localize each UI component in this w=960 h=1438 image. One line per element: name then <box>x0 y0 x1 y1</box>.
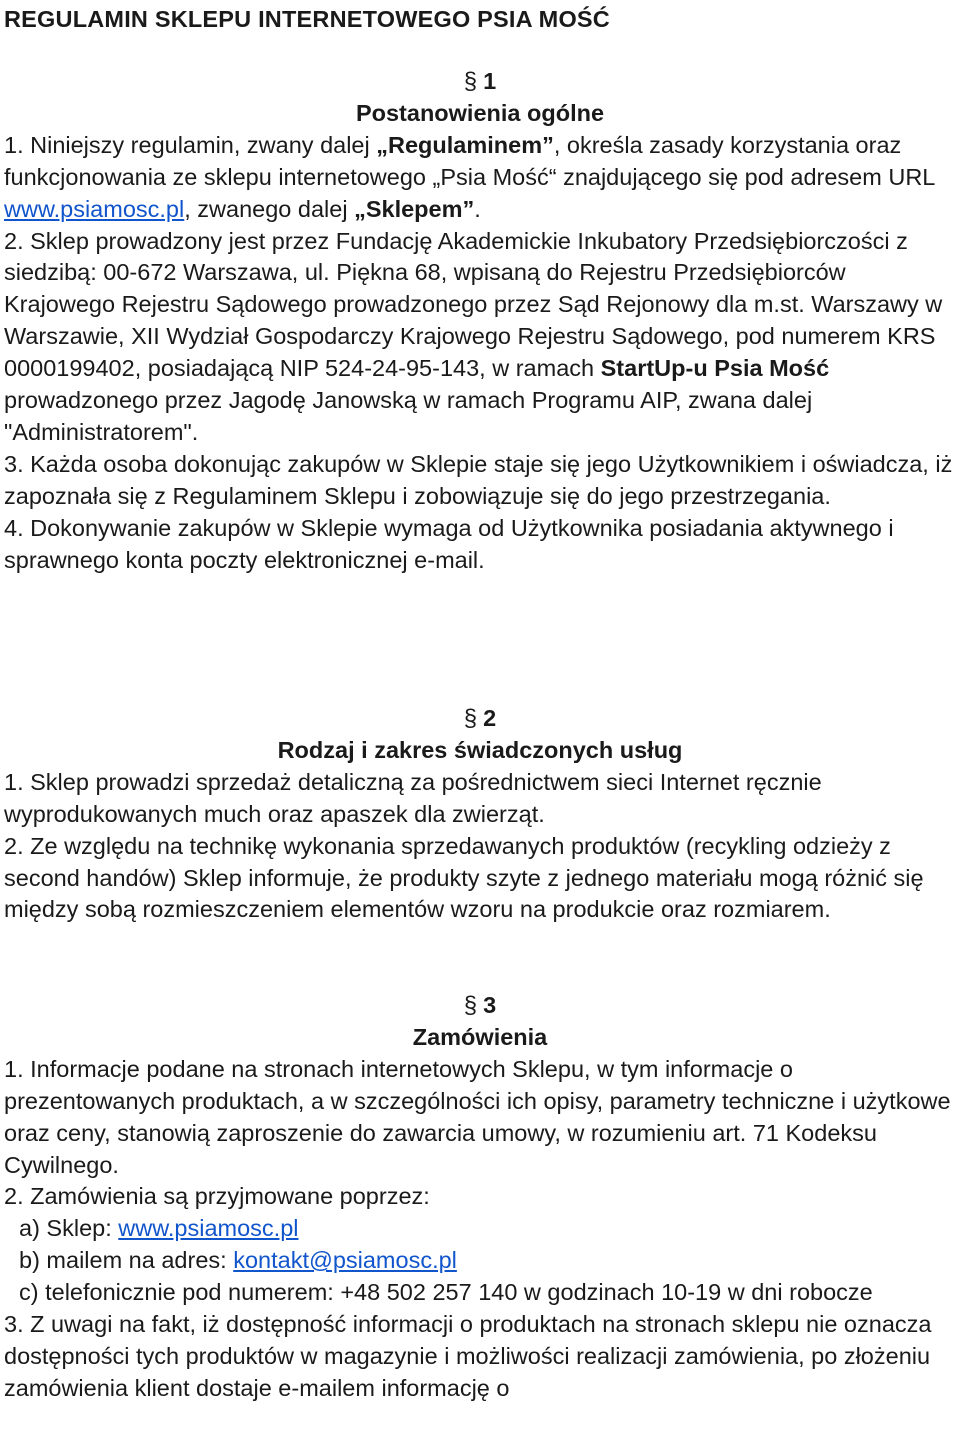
paragraph-1: 1. Informacje podane na stronach internetowych Sklepu, w tym informacje o prezentowanych produktach, a w szczególności ich opisy, parametry techniczne i użytkowe oraz ceny, stanowią zaproszenie do zawarcia umowy, w rozumieniu art. 71 Kodeksu Cywilnego. <box>4 1055 951 1178</box>
text: b) mailem na adres: <box>19 1247 234 1274</box>
section-3 <box>4 990 956 1405</box>
email-link[interactable]: kontakt@psiamosc.pl <box>233 1247 457 1274</box>
section-number <box>4 703 956 735</box>
paragraph-1: 1. Sklep prowadzi sprzedaż detaliczną za pośrednictwem sieci Internet ręcznie wyprodukowanych much oraz apaszek dla zwierząt. <box>4 768 822 827</box>
section-heading: Postanowienia ogólne <box>355 99 605 126</box>
text: a) Sklep: <box>19 1215 119 1242</box>
paragraph-2: 2. Zamówienia są przyjmowane poprzez: <box>4 1183 430 1210</box>
website-link[interactable]: www.psiamosc.pl <box>4 195 185 222</box>
paragraph-3: 3. Z uwagi na fakt, iż dostępność informacji o produktach na stronach sklepu nie oznacza dostępności tych produktów w magazynie i możliwości realizacji zamówienia, po złożeniu zamówienia klient dostaje e-mailem informację o <box>4 1311 932 1401</box>
document-title: REGULAMIN SKLEPU INTERNETOWEGO PSIA MOŚĆ <box>4 6 610 32</box>
section-number-value: 3 <box>483 992 497 1018</box>
website-link[interactable]: www.psiamosc.pl <box>118 1215 299 1242</box>
text: c) telefonicznie pod numerem: +48 502 257 140 w godzinach 10-19 w dni robocze <box>19 1279 873 1306</box>
paragraph-4: 4. Dokonywanie zakupów w Sklepie wymaga od Użytkownika posiadania aktywnego i sprawnego konta poczty elektronicznej e-mail. <box>4 514 894 573</box>
text: 2. Sklep prowadzony jest przez Fundację Akademickie Inkubatory Przedsiębiorczości z siedzibą: 00-672 Warszawa, ul. Piękna 68, wpisaną do Rejestru Przedsiębiorców Krajowego Rejestru Sądowego prowadzonego przez Sąd Rejonowy dla m.st. Warszawy w Warszawie, XII Wydział Gospodarczy Krajowego Rejestru Sądowego, pod numerem KRS 0000199402, posiadającą NIP 524-24-95-143, w ramach <box>4 227 943 382</box>
paragraph-2 <box>4 226 956 449</box>
section-sign: § <box>463 68 478 95</box>
text: . <box>474 195 481 222</box>
section-number-value: 2 <box>483 705 497 731</box>
defined-term: „Regulaminem” <box>376 131 554 158</box>
option-c <box>4 1277 956 1309</box>
section-2 <box>4 703 956 926</box>
section-number <box>4 66 956 98</box>
section-heading: Zamówienia <box>412 1023 548 1050</box>
defined-term: „Sklepem” <box>354 195 475 222</box>
section-sign: § <box>463 705 478 732</box>
paragraph-1 <box>4 130 956 226</box>
section-heading: Rodzaj i zakres świadczonych usług <box>277 736 683 763</box>
section-number <box>4 990 956 1022</box>
paragraph-2: 2. Ze względu na technikę wykonania sprzedawanych produktów (recykling odzieży z second handów) Sklep informuje, że produkty szyte z jednego materiału mogą różnić się między sobą rozmieszczeniem elementów wzoru na produkcie oraz rozmiarem. <box>4 832 924 923</box>
text: prowadzonego przez Jagodę Janowską w ramach Programu AIP, zwana dalej "Administratorem". <box>4 387 813 445</box>
paragraph-3: 3. Każda osoba dokonując zakupów w Sklepie staje się jego Użytkownikiem i oświadcza, iż zapoznała się z Regulaminem Sklepu i zobowiązuje się do jego przestrzegania. <box>4 450 953 509</box>
text: , określa zasady korzystania oraz funkcjonowania ze sklepu internetowego „Psia Mość“ znajdującego się pod adresem URL <box>4 131 935 190</box>
option-a <box>4 1213 956 1245</box>
text: 1. Niniejszy regulamin, zwany dalej <box>4 131 377 158</box>
text: , zwanego dalej <box>184 195 355 222</box>
section-1 <box>4 66 956 577</box>
startup-name: StartUp-u Psia Mość <box>600 355 830 382</box>
section-number-value: 1 <box>483 68 497 94</box>
option-b <box>4 1245 956 1277</box>
section-sign: § <box>463 992 478 1019</box>
